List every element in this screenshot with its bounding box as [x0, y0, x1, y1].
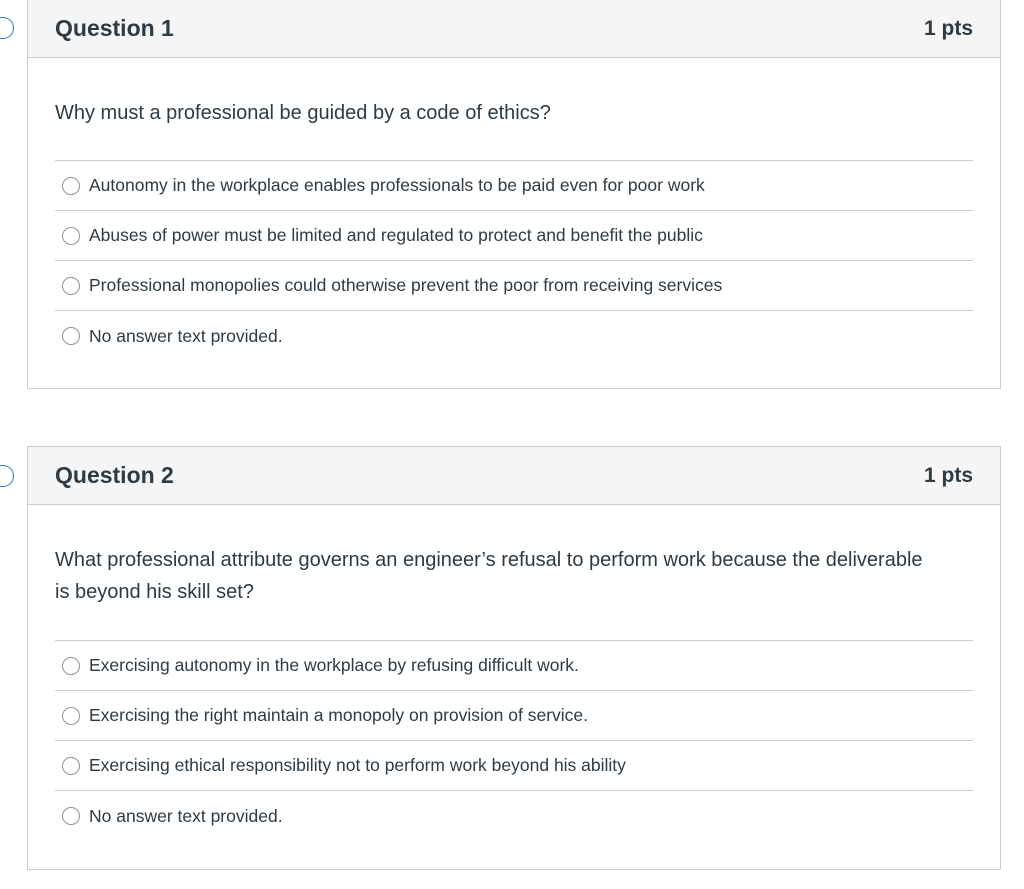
answer-label[interactable]: Exercising autonomy in the workplace by refusing difficult work. — [89, 655, 579, 675]
flag-question-icon[interactable] — [0, 465, 14, 487]
answer-label[interactable]: No answer text provided. — [89, 805, 283, 826]
question-text — [55, 505, 973, 640]
answer-option[interactable] — [55, 211, 973, 261]
radio-button[interactable] — [62, 807, 80, 825]
question-points: 1 pts — [923, 463, 973, 487]
question-title: Question 2 — [55, 462, 174, 488]
question-text-line: is beyond his skill set? — [55, 581, 254, 603]
answer-label[interactable]: Exercising ethical responsibility not to perform work beyond his ability — [89, 755, 626, 775]
answer-label[interactable]: Abuses of power must be limited and regulated to protect and benefit the public — [89, 225, 703, 245]
question-points: 1 pts — [923, 16, 973, 40]
question-header — [28, 447, 1000, 505]
radio-button[interactable] — [62, 227, 80, 245]
answer-option[interactable] — [55, 641, 973, 691]
radio-button[interactable] — [62, 707, 80, 725]
answer-option[interactable] — [55, 691, 973, 741]
answer-option[interactable] — [55, 261, 973, 311]
flag-question-icon[interactable] — [0, 17, 14, 39]
question-body — [28, 505, 1000, 841]
question-body — [28, 58, 1000, 361]
radio-button[interactable] — [62, 277, 80, 295]
answer-list — [55, 640, 973, 841]
radio-button[interactable] — [62, 657, 80, 675]
answer-label[interactable]: No answer text provided. — [89, 325, 283, 346]
answer-label[interactable]: Exercising the right maintain a monopoly on provision of service. — [89, 705, 588, 725]
answer-option[interactable] — [55, 791, 973, 841]
radio-button[interactable] — [62, 177, 80, 195]
answer-option[interactable] — [55, 161, 973, 211]
question-header — [28, 0, 1000, 58]
radio-button[interactable] — [62, 327, 80, 345]
answer-label[interactable]: Professional monopolies could otherwise prevent the poor from receiving services — [89, 275, 723, 295]
answer-label[interactable]: Autonomy in the workplace enables professionals to be paid even for poor work — [89, 175, 705, 195]
answer-option[interactable] — [55, 741, 973, 791]
question-text-line: What professional attribute governs an engineer’s refusal to perform work because the deliverable — [55, 549, 923, 571]
question-text-line: Why must a professional be guided by a code of ethics? — [55, 102, 551, 124]
question-text — [55, 58, 973, 160]
question-2 — [27, 446, 1001, 870]
question-title: Question 1 — [55, 15, 174, 41]
answer-option[interactable] — [55, 311, 973, 361]
radio-button[interactable] — [62, 757, 80, 775]
question-1 — [27, 0, 1001, 389]
answer-list — [55, 160, 973, 361]
